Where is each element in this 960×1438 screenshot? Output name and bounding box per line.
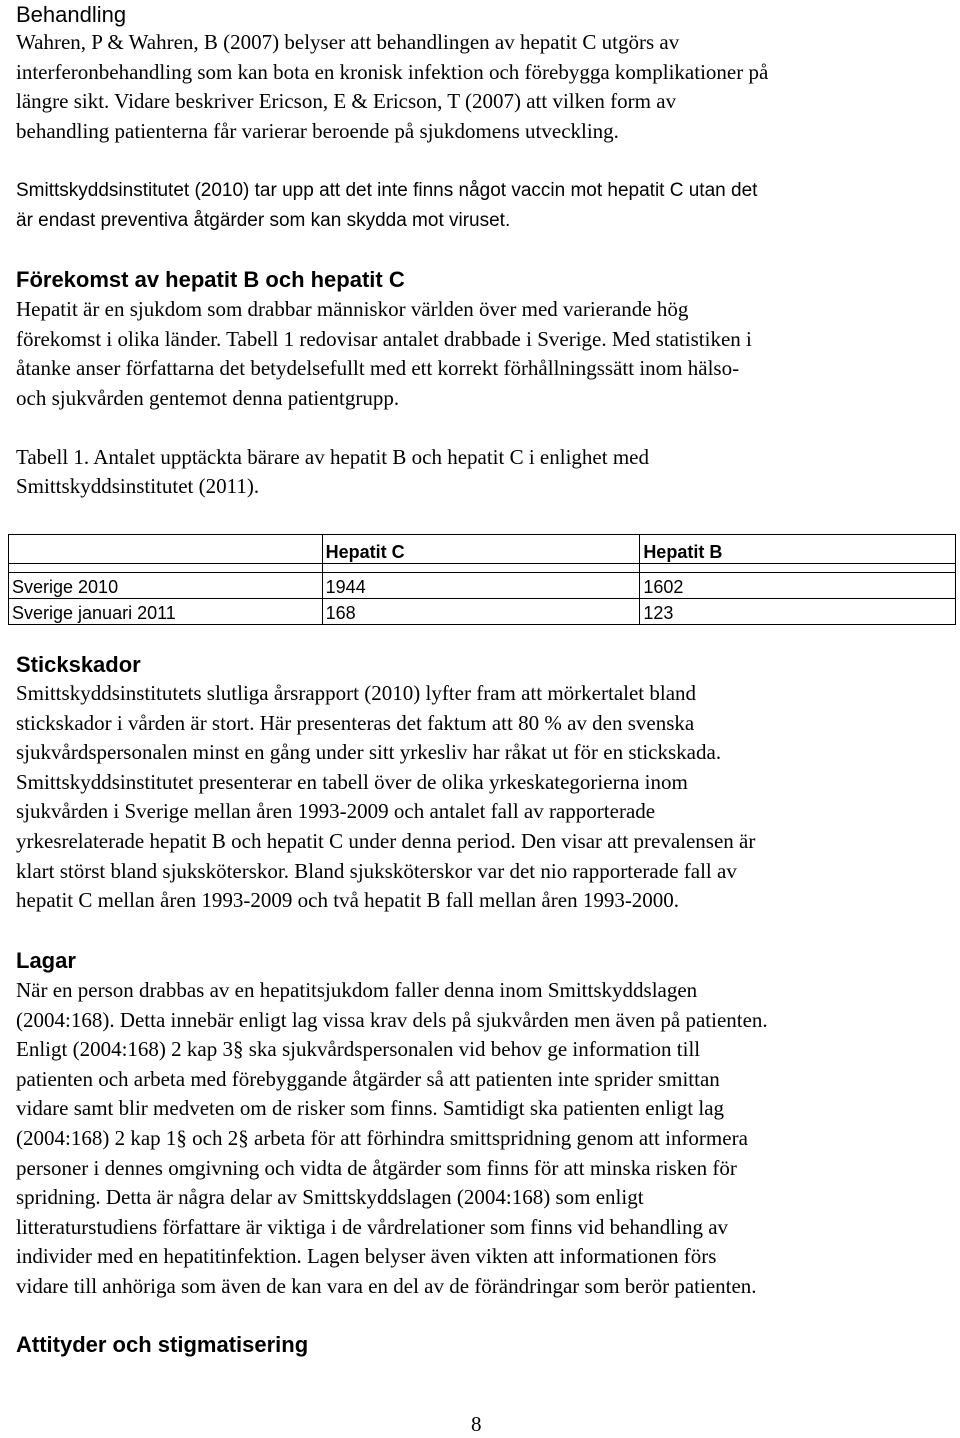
text-line: är endast preventiva åtgärder som kan skydda mot viruset. xyxy=(16,209,511,231)
paragraph-forekomst xyxy=(16,295,752,413)
text-line: Smittskyddsinstitutet presenterar en tabell över de olika yrkeskategorierna inom xyxy=(16,769,688,794)
text-line: Smittskyddsinstitutet (2010) tar upp att det inte finns något vaccin mot hepatit C utan det xyxy=(16,180,758,201)
text-line: sjukvården i Sverige mellan åren 1993-2009 och antalet fall av rapporterade xyxy=(16,799,656,824)
text-line: litteraturstudiens författare är viktiga i de vårdrelationer som finns vid behandling av xyxy=(16,1214,729,1239)
table-cell: Sverige januari 2011 xyxy=(9,599,323,625)
heading-attityder: Attityder och stigmatisering xyxy=(16,1332,309,1357)
table-cell: 1944 xyxy=(322,573,640,599)
text-line: vidare till anhöriga som även de kan vara en del av de förändringar som berör patienten. xyxy=(16,1273,757,1298)
text-line: åtanke anser författarna det betydelsefullt med ett korrekt förhållningssätt inom hälso- xyxy=(16,356,740,381)
text-line: yrkesrelaterade hepatit B och hepatit C under denna period. Den visar att prevalensen är xyxy=(16,828,756,853)
text-line: längre sikt. Vidare beskriver Ericson, E & Ericson, T (2007) att vilken form av xyxy=(16,89,677,114)
table-header-cell xyxy=(9,535,323,564)
table-caption xyxy=(16,443,649,501)
text-line: hepatit C mellan åren 1993-2009 och två hepatit B fall mellan åren 1993-2000. xyxy=(16,888,680,913)
text-line: (2004:168). Detta innebär enligt lag vissa krav dels på sjukvården men även på patienten. xyxy=(16,1007,768,1032)
paragraph-stickskador xyxy=(16,679,755,916)
paragraph-behandling-1 xyxy=(16,28,768,146)
table-row xyxy=(9,573,956,599)
heading-behandling: Behandling xyxy=(16,2,127,27)
text-line: Smittskyddsinstitutets slutliga årsrapport (2010) lyfter fram att mörkertalet bland xyxy=(16,681,697,705)
text-line: personer i dennes omgivning och vidta de åtgärder som finns för att minska risken för xyxy=(16,1155,737,1180)
heading-stickskador: Stickskador xyxy=(16,652,141,677)
text-line: När en person drabbas av en hepatitsjukdom faller denna inom Smittskyddslagen xyxy=(16,978,698,1002)
table-cell: 168 xyxy=(322,599,640,625)
table-cell: Sverige 2010 xyxy=(9,573,323,599)
text-line: Wahren, P & Wahren, B (2007) belyser att behandlingen av hepatit C utgörs av xyxy=(16,30,680,54)
text-line: stickskador i vården är stort. Här presenteras det faktum att 80 % av den svenska xyxy=(16,710,695,735)
text-line: klart störst bland sjuksköterskor. Bland sjuksköterskor var det nio rapporterade fall av xyxy=(16,858,737,883)
heading-forekomst: Förekomst av hepatit B och hepatit C xyxy=(16,267,405,292)
page-number: 8 xyxy=(471,1412,482,1436)
text-line: och sjukvården gentemot denna patientgrupp. xyxy=(16,385,400,410)
table-header-cell: Hepatit B xyxy=(640,535,956,564)
table-row xyxy=(9,599,956,625)
table-spacer-row xyxy=(9,564,956,573)
text-line: Hepatit är en sjukdom som drabbar människor världen över med varierande hög xyxy=(16,297,689,321)
text-line: spridning. Detta är några delar av Smittskyddslagen (2004:168) som enligt xyxy=(16,1185,644,1210)
text-line: förekomst i olika länder. Tabell 1 redovisar antalet drabbade i Sverige. Med statistiken i xyxy=(16,326,752,351)
table-header-cell: Hepatit C xyxy=(322,535,640,564)
table-cell: 123 xyxy=(640,599,956,625)
text-line: individer med en hepatitinfektion. Lagen belyser även vikten att informationen förs xyxy=(16,1244,717,1269)
data-table xyxy=(8,534,956,625)
text-line: vidare samt blir medveten om de risker som finns. Samtidigt ska patienten enligt lag xyxy=(16,1096,725,1121)
paragraph-behandling-2 xyxy=(16,176,757,235)
text-line: Enligt (2004:168) 2 kap 3§ ska sjukvårdspersonalen vid behov ge information till xyxy=(16,1037,701,1062)
text-line: Tabell 1. Antalet upptäckta bärare av hepatit B och hepatit C i enlighet med xyxy=(16,445,649,469)
text-line: sjukvårdspersonalen minst en gång under sitt yrkesliv har råkat ut för en stickskada. xyxy=(16,740,722,765)
text-line: Smittskyddsinstitutet (2011). xyxy=(16,474,260,498)
text-line: behandling patienterna får varierar beroende på sjukdomens utveckling. xyxy=(16,118,619,143)
text-line: patienten och arbeta med förebyggande åtgärder så att patienten inte sprider smittan xyxy=(16,1066,720,1091)
table-header-row xyxy=(9,535,956,564)
table-cell: 1602 xyxy=(640,573,956,599)
text-line: (2004:168) 2 kap 1§ och 2§ arbeta för att förhindra smittspridning genom att informera xyxy=(16,1125,748,1150)
paragraph-lagar xyxy=(16,976,768,1302)
heading-lagar: Lagar xyxy=(16,948,76,973)
text-line: interferonbehandling som kan bota en kronisk infektion och förebygga komplikationer på xyxy=(16,59,769,84)
